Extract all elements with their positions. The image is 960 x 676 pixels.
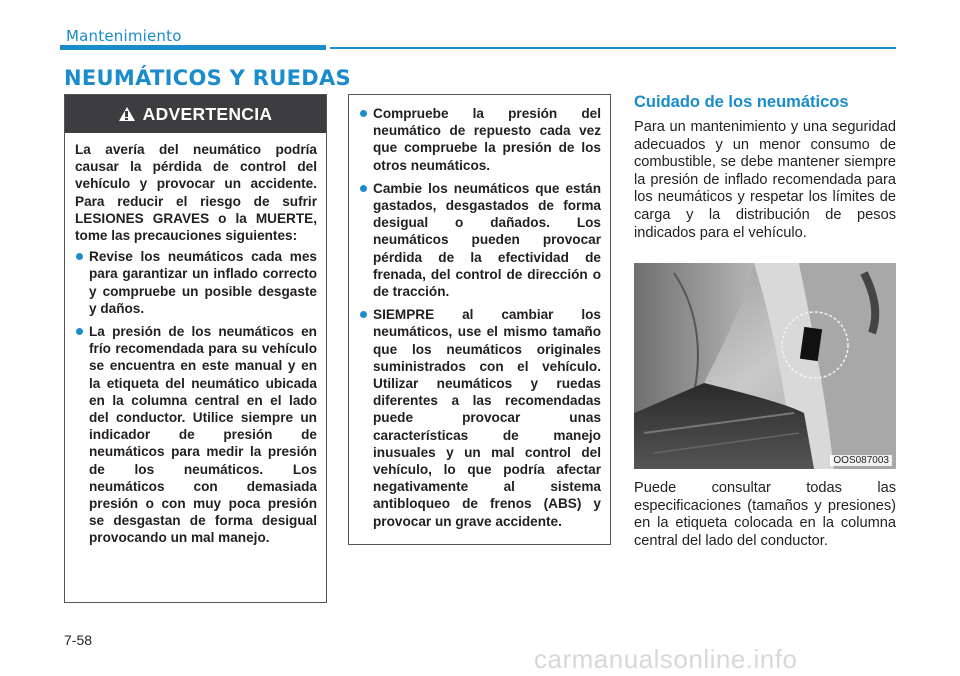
page-title: NEUMÁTICOS Y RUEDAS	[64, 66, 351, 90]
warning-header-label: ADVERTENCIA	[142, 103, 273, 124]
page-number: 7-58	[64, 632, 93, 648]
warning-item: SIEMPRE al cambiar los neumáticos, use el mismo tamaño que los neumáticos originales suministrados con el vehículo. Utilizar neumáticos y ruedas diferentes a las recomendadas puede provocar unas características de manejo inusuales y un mal control del vehículo, lo que podría afectar negativamente al sistema antibloqueo de frenos (ABS) y provocar un grave accidente.	[359, 306, 601, 530]
header-rule-thick	[60, 45, 326, 50]
warning-body	[65, 133, 326, 547]
warning-item: La presión de los neumáticos en frío recomendada para su vehículo se encuentra en este manual y en la etiqueta del neumático ubicada en la columna central en el lado del conductor. Utilice siempre un indicador de presión de neumáticos para medir la presión de los neumáticos. Los neumáticos con demasiada presión o con muy poca presión se desgastan de forma desigual provocando un mal manejo.	[75, 323, 317, 547]
warning-box	[64, 94, 327, 603]
watermark: carmanualsonline.info	[534, 644, 798, 674]
tire-label-photo	[634, 263, 896, 469]
warning-intro: La avería del neumático podría causar la pérdida de control del vehículo y provocar un accidente. Para reducir el riesgo de sufrir LESIONES GRAVES o la MUERTE, tome las precauciones siguientes:	[75, 142, 317, 244]
warning-continued-list	[359, 105, 601, 530]
care-paragraph-1: Para un mantenimiento y una seguridad adecuados y un menor consumo de combustible, se debe mantener siempre la presión de inflado recomendada para los neumáticos y respetar los límites de carga y la distribución de pesos indicados para el vehículo.	[634, 119, 896, 241]
care-paragraph-2: Puede consultar todas las especificaciones (tamaños y presiones) en la etiqueta colocada en la columna central del lado del conductor.	[634, 480, 896, 549]
warning-item: Cambie los neumáticos que están gastados, desgastados de forma desigual o dañados. Los neumáticos pueden provocar pérdida de la efectividad de frenada, del control de dirección o de tracción.	[359, 180, 601, 300]
care-heading: Cuidado de los neumáticos	[634, 93, 849, 111]
warning-continued-body	[349, 95, 610, 530]
section-label: Mantenimiento	[66, 27, 182, 45]
warning-triangle-icon	[119, 107, 135, 121]
warning-item: Compruebe la presión del neumático de repuesto cada vez que compruebe la presión de los otros neumáticos.	[359, 105, 601, 174]
warning-continued-box	[348, 94, 611, 545]
warning-list	[75, 248, 317, 546]
warning-item: Revise los neumáticos cada mes para garantizar un inflado correcto y compruebe un posible desgaste y daños.	[75, 248, 317, 317]
warning-header	[65, 95, 326, 133]
header-rule-thin	[330, 47, 896, 49]
photo-code: OOS087003	[830, 455, 892, 466]
door-pillar-illustration	[634, 263, 896, 469]
